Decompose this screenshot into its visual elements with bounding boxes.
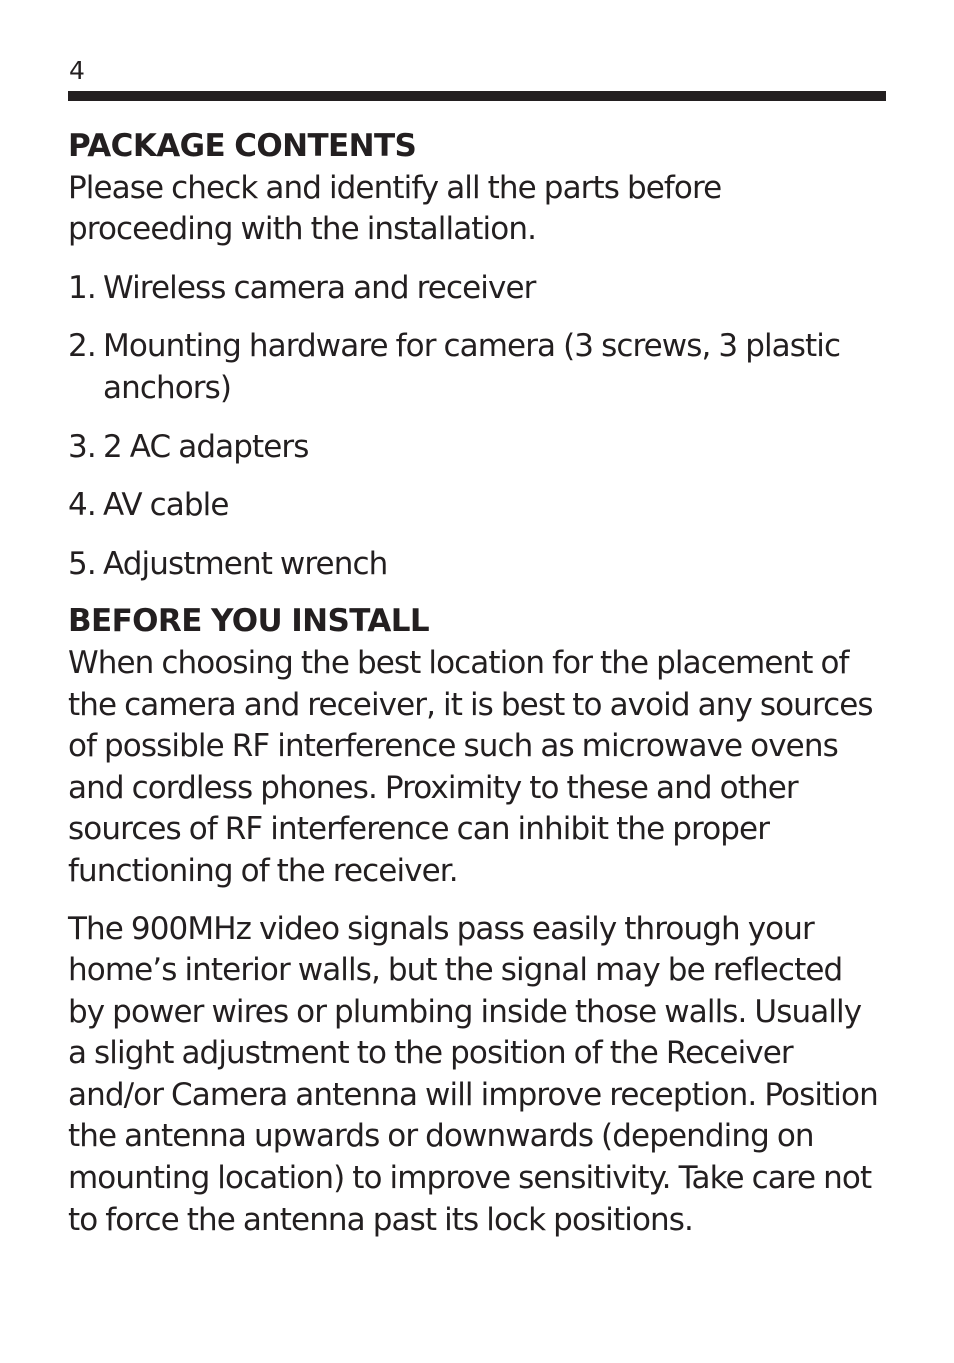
list-item [68,544,884,586]
header-rule [68,91,886,101]
before-you-install-heading: BEFORE YOU INSTALL [68,603,430,640]
page-content [68,126,884,1241]
list-item-number: 2. [68,328,96,365]
list-item-text: Wireless camera and receiver [103,269,536,306]
package-contents-section [68,126,884,585]
list-item-text: 2 AC adapters [103,428,309,465]
page-number: 4 [69,56,85,85]
list-item-number: 5. [68,545,96,582]
list-item [68,485,884,527]
list-item-number: 1. [68,269,96,306]
package-contents-intro: Please check and identify all the parts before proceeding with the installation. [68,169,722,248]
list-item [68,427,884,469]
before-you-install-section [68,601,884,1241]
before-you-install-paragraph-2: The 900MHz video signals pass easily through your home’s interior walls, but the signal may be reflected by power wires or plumbing inside those walls. Usually a slight adjustment to the position of the Receiver and/or Camera antenna will improve reception. Position the antenna upwards or downwards (depending on mounting location) to improve sensitivity. Take care not to force the antenna past its lock positions. [68,910,878,1238]
package-contents-list [68,268,884,586]
before-you-install-paragraph-1: When choosing the best location for the placement of the camera and receiver, it is best to avoid any sources of possible RF interference such as microwave ovens and cordless phones. Proximity to these and other sources of RF interference can inhibit the proper functioning of the receiver. [68,644,873,889]
list-item [68,326,884,409]
list-item [68,268,884,310]
list-item-number: 4. [68,487,96,524]
package-contents-heading: PACKAGE CONTENTS [68,128,417,164]
list-item-number: 3. [68,428,96,465]
list-item-text: Adjustment wrench [103,545,388,582]
list-item-text: Mounting hardware for camera (3 screws, 3 plastic anchors) [103,328,841,406]
list-item-text: AV cable [103,487,229,524]
